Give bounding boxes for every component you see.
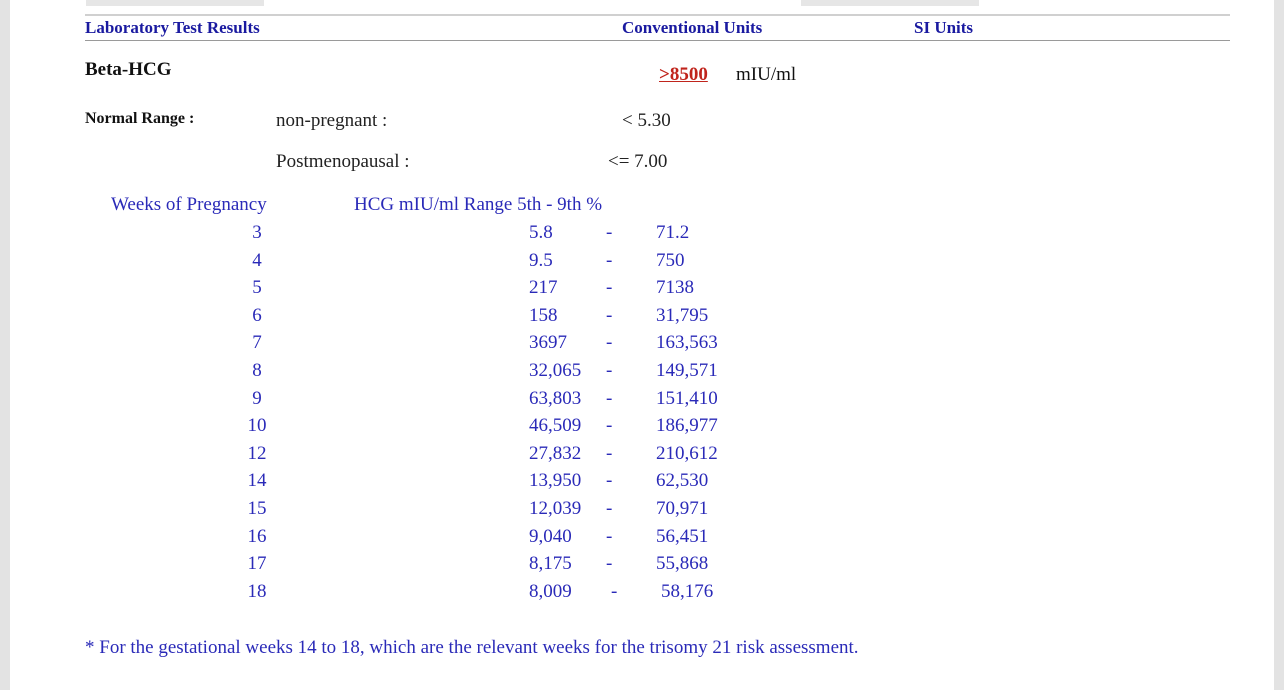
footnote: * For the gestational weeks 14 to 18, which are the relevant weeks for the trisomy 21 risk assessment.: [85, 637, 859, 658]
normal-range-label: Normal Range :: [85, 110, 195, 127]
range-separator: -: [606, 443, 613, 464]
range-separator: -: [606, 250, 613, 271]
range-low-cell: 46,509: [529, 415, 582, 436]
range-low-cell: 158: [529, 305, 558, 326]
week-cell: 12: [247, 443, 267, 464]
range-low-cell: 9,040: [529, 526, 572, 547]
range-separator: -: [606, 277, 613, 298]
week-cell: 6: [252, 305, 262, 326]
header-si-units: SI Units: [914, 18, 974, 37]
range-separator: -: [606, 526, 613, 547]
range-high-cell: 55,868: [656, 553, 709, 574]
test-result-unit: mIU/ml: [736, 64, 797, 85]
range-high-cell: 210,612: [656, 443, 718, 464]
range-high-cell: 186,977: [656, 415, 718, 436]
normal-range-value: <= 7.00: [608, 151, 668, 172]
range-separator: -: [606, 415, 613, 436]
week-cell: 5: [252, 277, 262, 298]
range-separator: -: [606, 498, 613, 519]
range-low-cell: 32,065: [529, 360, 582, 381]
range-high-cell: 62,530: [656, 470, 709, 491]
header-tab-stub-left: [86, 0, 264, 6]
week-cell: 15: [247, 498, 267, 519]
range-separator: -: [606, 305, 613, 326]
range-high-cell: 56,451: [656, 526, 709, 547]
range-high-cell: 31,795: [656, 305, 709, 326]
hcg-range-column-header: HCG mIU/ml Range 5th - 9th %: [354, 194, 603, 215]
range-low-cell: 27,832: [529, 443, 582, 464]
range-high-cell: 163,563: [656, 332, 718, 353]
normal-range-condition: non-pregnant :: [276, 110, 388, 131]
week-cell: 9: [252, 388, 262, 409]
week-cell: 8: [252, 360, 262, 381]
test-result-value[interactable]: >8500: [659, 64, 708, 85]
week-cell: 10: [247, 415, 267, 436]
range-low-cell: 12,039: [529, 498, 582, 519]
range-separator: -: [606, 360, 613, 381]
range-separator: -: [606, 222, 613, 243]
header-tab-stub-right: [801, 0, 979, 6]
range-separator: -: [606, 332, 613, 353]
header-lab-test-results: Laboratory Test Results: [85, 18, 260, 37]
range-low-cell: 63,803: [529, 388, 582, 409]
range-separator: -: [606, 470, 613, 491]
range-low-cell: 8,175: [529, 553, 572, 574]
report-page: [10, 0, 1274, 690]
range-high-cell: 71.2: [656, 222, 690, 243]
header-conventional-units: Conventional Units: [622, 18, 763, 37]
range-low-cell: 217: [529, 277, 558, 298]
range-separator: -: [606, 553, 613, 574]
header-top-rule: [85, 14, 1230, 16]
normal-range-value: < 5.30: [622, 110, 671, 131]
header-bottom-rule: [85, 40, 1230, 41]
range-high-cell: 149,571: [656, 360, 718, 381]
test-name: Beta-HCG: [85, 59, 172, 80]
week-cell: 14: [247, 470, 267, 491]
week-cell: 4: [252, 250, 262, 271]
week-cell: 7: [252, 332, 262, 353]
range-high-cell: 750: [656, 250, 685, 271]
week-cell: 18: [247, 581, 267, 602]
range-high-cell: 151,410: [656, 388, 718, 409]
week-cell: 3: [252, 222, 262, 243]
range-high-cell: 7138: [656, 277, 694, 298]
week-cell: 16: [247, 526, 267, 547]
range-separator: -: [611, 581, 618, 602]
week-cell: 17: [247, 553, 267, 574]
weeks-column-header: Weeks of Pregnancy: [111, 194, 267, 215]
range-high-cell: 58,176: [661, 581, 714, 602]
range-low-cell: 13,950: [529, 470, 582, 491]
range-low-cell: 9.5: [529, 250, 553, 271]
range-high-cell: 70,971: [656, 498, 709, 519]
range-low-cell: 8,009: [529, 581, 572, 602]
range-low-cell: 3697: [529, 332, 567, 353]
range-low-cell: 5.8: [529, 222, 553, 243]
normal-range-condition: Postmenopausal :: [276, 151, 410, 172]
range-separator: -: [606, 388, 613, 409]
